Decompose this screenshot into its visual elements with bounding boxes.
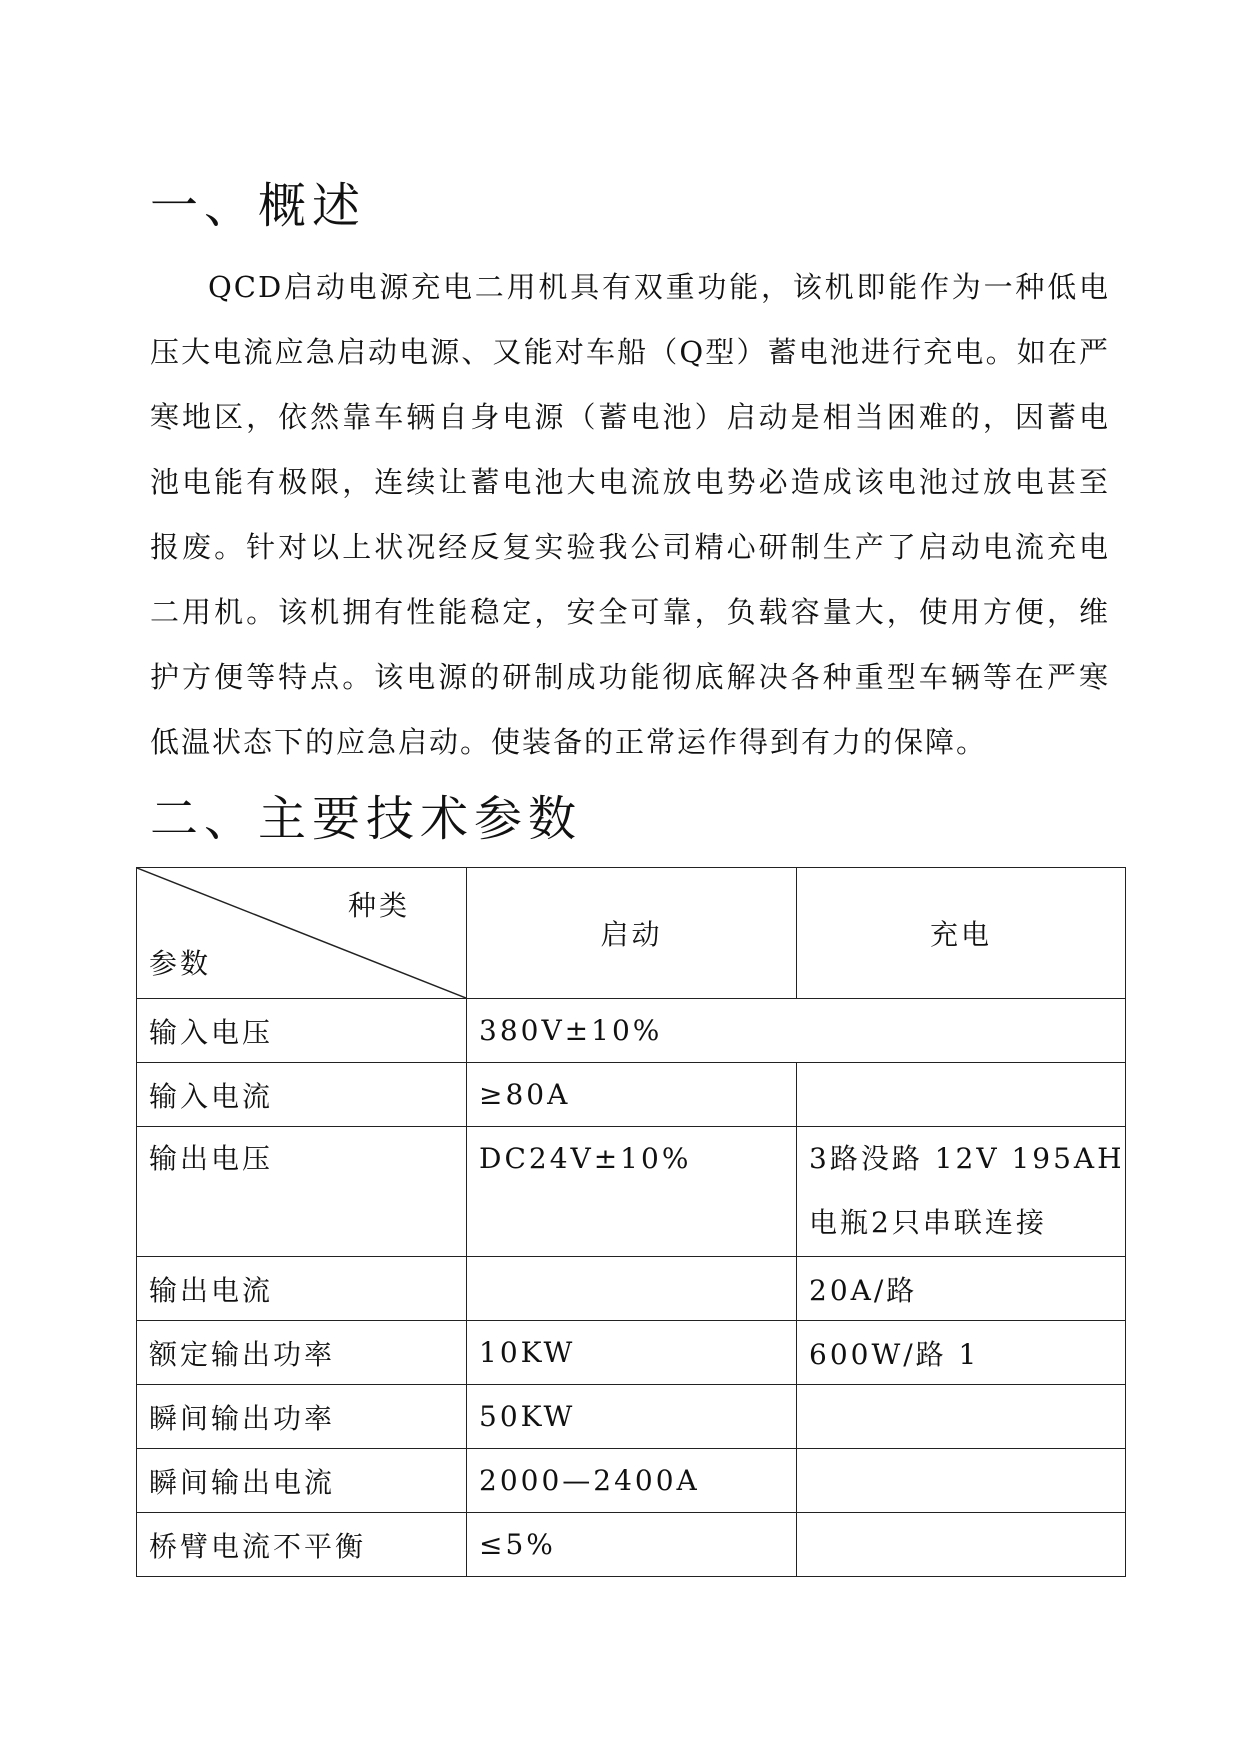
param-cell: 输入电压: [137, 999, 467, 1063]
start-value-cell: ≤5%: [467, 1513, 797, 1577]
charge-value-cell: 600W/路 1: [797, 1321, 1126, 1385]
table-row: [137, 1127, 1126, 1257]
section-heading-overview: 一、概述: [150, 178, 367, 234]
charge-value-cell: [797, 1127, 1126, 1257]
param-cell: 桥臂电流不平衡: [137, 1513, 467, 1577]
column-header-charge: 充电: [797, 868, 1126, 999]
table-header-row: [137, 868, 1126, 999]
start-value-cell: 50KW: [467, 1385, 797, 1449]
charge-value-line-1: 3路没路 12V 195AH: [809, 1142, 1125, 1175]
charge-value-cell: [797, 1385, 1126, 1449]
param-cell: 输出电流: [137, 1257, 467, 1321]
param-cell: 输入电流: [137, 1063, 467, 1127]
param-cell: 额定输出功率: [137, 1321, 467, 1385]
charge-value-line-2: 电瓶2只串联连接: [809, 1206, 1047, 1239]
charge-value-cell: 20A/路: [797, 1257, 1126, 1321]
table-row: [137, 1321, 1126, 1385]
start-value-cell: 10KW: [467, 1321, 797, 1385]
param-cell: [137, 1127, 467, 1257]
charge-value-cell: [797, 1449, 1126, 1513]
charge-value-cell: [797, 1063, 1126, 1127]
param-cell: 瞬间输出功率: [137, 1385, 467, 1449]
column-header-start: 启动: [467, 868, 797, 999]
corner-label-category: 种类: [347, 889, 410, 922]
section-heading-parameters: 二、主要技术参数: [150, 791, 583, 847]
table-row: [137, 999, 1126, 1063]
param-cell: 瞬间输出电流: [137, 1449, 467, 1513]
start-value-cell: [467, 1257, 797, 1321]
charge-value-cell: [797, 1513, 1126, 1577]
start-value-cell: 2000—2400A: [467, 1449, 797, 1513]
start-value-cell: ≥80A: [467, 1063, 797, 1127]
start-value-text: DC24V±10%: [479, 1142, 692, 1175]
table-row: [137, 1449, 1126, 1513]
table-row: [137, 1385, 1126, 1449]
param-text: 输出电压: [149, 1142, 274, 1175]
table-row: [137, 1257, 1126, 1321]
table-row: [137, 1513, 1126, 1577]
start-value-cell: 380V±10%: [467, 999, 1126, 1063]
start-value-cell: [467, 1127, 797, 1257]
parameters-table: [136, 867, 1126, 1577]
corner-header-cell: [137, 868, 467, 999]
overview-paragraph: QCD启动电源充电二用机具有双重功能，该机即能作为一种低电压大电流应急启动电源、又能对车船（Q型）蓄电池进行充电。如在严寒地区，依然靠车辆自身电源（蓄电池）启动是相当困难的，因蓄电池电能有极限，连续让蓄电池大电流放电势必造成该电池过放电甚至报废。针对以上状况经反复实验我公司精心研制生产了启动电流充电二用机。该机拥有性能稳定，安全可靠，负载容量大，使用方便，维护方便等特点。该电源的研制成功能彻底解决各种重型车辆等在严寒低温状态下的应急启动。使装备的正常运作得到有力的保障。: [150, 270, 1110, 759]
table-row: [137, 1063, 1126, 1127]
corner-label-parameter: 参数: [149, 947, 212, 980]
